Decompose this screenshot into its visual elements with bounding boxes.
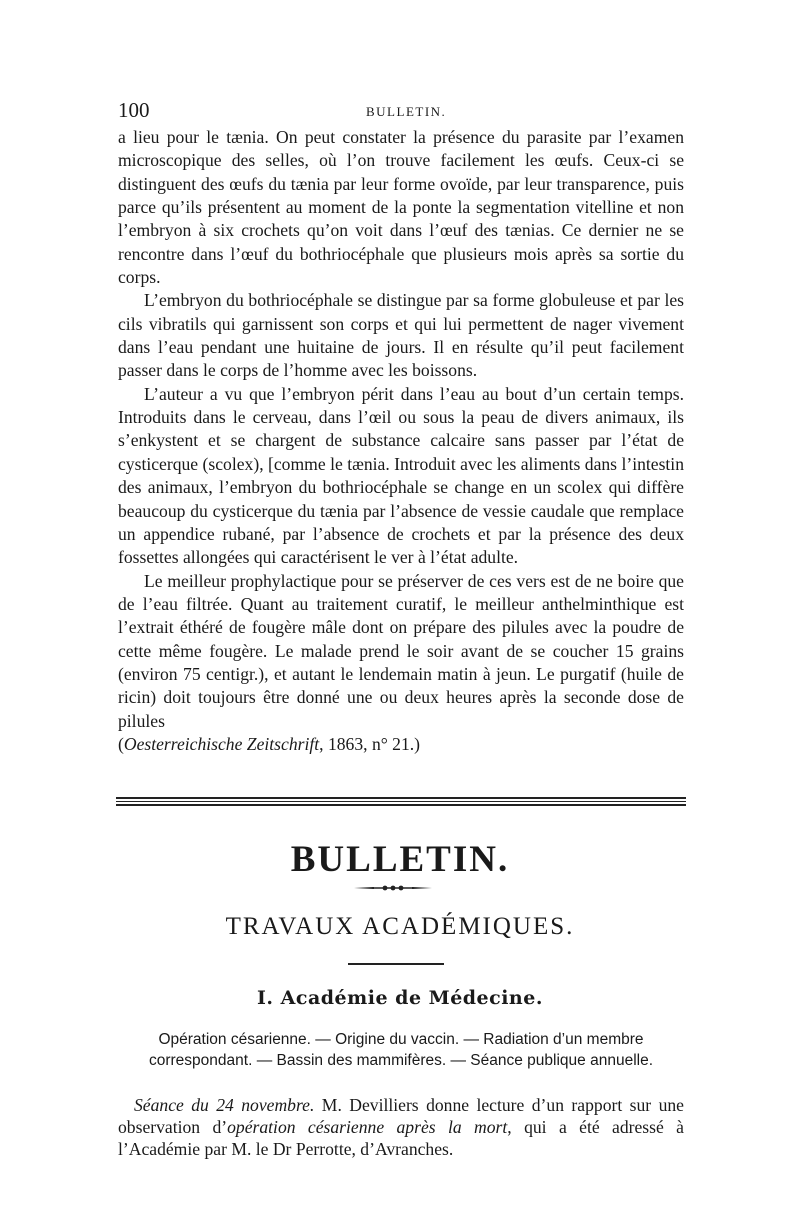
ornament-divider — [352, 884, 434, 892]
running-head: BULLETIN. — [366, 104, 447, 119]
session-summary: Opération césarienne. — Origine du vaccin. — Radiation d’un membre correspondant. — Bassin des mammifères. — Séance publique annuelle. — [148, 1031, 654, 1069]
paragraph-2: L’embryon du bothriocéphale se distingue par sa forme globuleuse et par les cils vibratils qui garnissent son corps et qui lui permettent de nager vivement dans l’eau pendant une huitaine de jours. Il en résulte qu’il peut facilement passer dans le corps de l’homme avec les boissons. — [118, 290, 684, 381]
section-divider — [116, 797, 686, 806]
bulletin-title: BULLETIN. — [290, 839, 510, 880]
citation-rest: , 1863, n° 21.) — [319, 733, 421, 754]
citation — [118, 733, 684, 756]
seance-italic-topic: opération césarienne après la mort — [227, 1117, 508, 1137]
paragraph-3: L’auteur a vu que l’embryon périt dans l’eau au bout d’un certain temps. Introduits dans le cerveau, dans l’œil ou sous la peau de divers animaux, ils s’enkystent et se chargent de substance calcaire sans passer par l’état de cysticerque (scolex), [comme le tænia. Introduit avec les aliments dans l’intestin des animaux, l’embryon du bothriocéphale se change en un scolex qui diffère beaucoup du cysticerque du tænia par l’absence de vessie caudale que remplace un appendice rubané, par l’absence de crochets et par la présence des deux fossettes allongées qui caractérisent le ver à l’état adulte. — [118, 383, 684, 568]
page-header — [118, 98, 684, 124]
paragraph-1: a lieu pour le tænia. On peut constater la présence du parasite par l’examen microscopique des selles, où l’on trouve facilement les œufs. Ceux-ci se distinguent des œufs du tænia par leur forme ovoïde, par leur transparence, puis parce qu’ils présentent au moment de la ponte la segmentation vitelline et non l’embryon à six crochets qu’on voit dans l’œuf des tænias. Ce dernier ne se rencontre dans l’œuf du bothriocéphale que plusieurs mois après sa sortie du corps. — [118, 127, 684, 288]
short-rule — [348, 963, 444, 965]
seance-paragraph — [118, 1094, 684, 1160]
citation-journal: Oesterreichische Zeitschrift — [123, 733, 320, 754]
citation-open: ( — [118, 733, 124, 754]
seance-text-2: , qui a été adressé à l’Académie par M. le Dr Perrotte, d’Avranches. — [118, 1117, 684, 1159]
seance-text-1: M. Devilliers donne lecture d’un rapport sur une observation d’ — [118, 1095, 684, 1137]
seance-date: Séance du 24 novembre. — [134, 1095, 315, 1115]
paragraph-4: Le meilleur prophylactique pour se préserver de ces vers est de ne boire que de l’eau filtrée. Quant au traitement curatif, le meilleur anthelminthique est l’extrait éthéré de fougère mâle dont on prépare des pilules avec la poudre de cette même fougère. Le malade prend le soir avant de se coucher 15 grains (environ 75 centigr.), et autant le lendemain matin à jeun. Le purgatif (huile de ricin) doit toujours être donné une ou deux heures après la seconde dose de pilules — [118, 570, 684, 731]
section-title: TRAVAUX ACADÉMIQUES. — [225, 913, 575, 940]
subsection-title: I. Académie de Médecine. — [257, 987, 543, 1009]
page-number: 100 — [118, 98, 150, 122]
article-body — [118, 126, 684, 756]
